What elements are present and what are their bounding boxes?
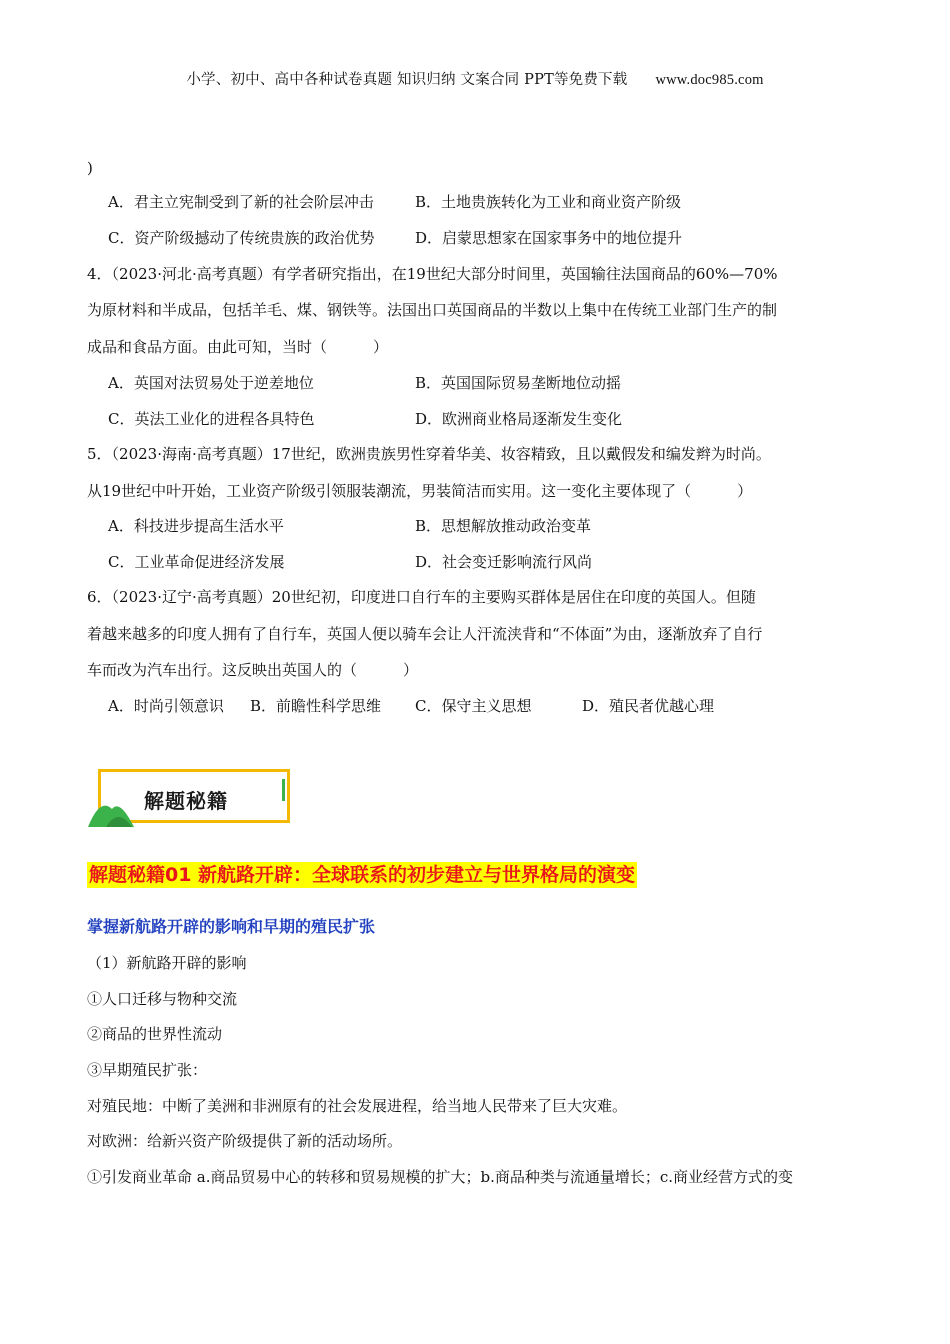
q6-option-d: D．殖民者优越心理 bbox=[582, 697, 715, 715]
q5-option-b: B．思想解放推动政治变革 bbox=[415, 517, 592, 535]
q3-option-c: C．资产阶级撼动了传统贵族的政治优势 bbox=[108, 229, 375, 247]
q3-option-b: B．土地贵族转化为工业和商业资产阶级 bbox=[415, 193, 682, 211]
q5-line1: 5．（2023·海南·高考真题）17世纪，欧洲贵族男性穿着华美、妆容精致，且以戴假发和编发辫为时尚。 bbox=[87, 445, 771, 463]
q6-line3-text: 车而改为汽车出行。这反映出英国人的（ bbox=[87, 661, 358, 679]
section-banner bbox=[86, 765, 292, 827]
section-line-4: ③早期殖民扩张： bbox=[87, 1061, 208, 1079]
q4-option-b: B．英国国际贸易垄断地位动摇 bbox=[415, 374, 622, 392]
q5-option-c: C．工业革命促进经济发展 bbox=[108, 553, 285, 571]
q4-line3-close: ） bbox=[373, 338, 389, 356]
q6-line3 bbox=[87, 660, 418, 680]
mountain-icon bbox=[86, 787, 146, 829]
q4-option-a: A．英国对法贸易处于逆差地位 bbox=[108, 374, 314, 392]
q5-option-a: A．科技进步提高生活水平 bbox=[108, 517, 284, 535]
q6-line1: 6．（2023·辽宁·高考真题）20世纪初，印度进口自行车的主要购买群体是居住在印度的英国人。但随 bbox=[87, 588, 756, 606]
q4-line3-text: 成品和食品方面。由此可知，当时（ bbox=[87, 338, 328, 356]
section-line-7: ①引发商业革命 a.商品贸易中心的转移和贸易规模的扩大；b.商品种类与流通量增长；c.商业经营方式的变 bbox=[87, 1168, 794, 1186]
q6-line2: 着越来越多的印度人拥有了自行车，英国人便以骑车会让人汗流浃背和“不体面”为由，逐渐放弃了自行 bbox=[87, 625, 763, 643]
q5-option-d: D．社会变迁影响流行风尚 bbox=[415, 553, 593, 571]
q6-option-b: B．前瞻性科学思维 bbox=[250, 697, 382, 715]
section-heading-blue: 掌握新航路开辟的影响和早期的殖民扩张 bbox=[87, 917, 376, 936]
q5-line2-text: 从19世纪中叶开始，工业资产阶级引领服装潮流，男装简洁而实用。这一变化主要体现了（ bbox=[87, 482, 692, 500]
q6-option-c: C．保守主义思想 bbox=[415, 697, 532, 715]
banner-title: 解题秘籍 bbox=[144, 789, 228, 813]
q4-line2: 为原材料和半成品，包括羊毛、煤、钢铁等。法国出口英国商品的半数以上集中在传统工业部门生产的制 bbox=[87, 301, 778, 319]
q4-option-c: C．英法工业化的进程各具特色 bbox=[108, 410, 315, 428]
section-line-2: ①人口迁移与物种交流 bbox=[87, 990, 238, 1008]
q6-option-a: A．时尚引领意识 bbox=[108, 697, 224, 715]
q4-line1: 4．（2023·河北·高考真题）有学者研究指出，在19世纪大部分时间里，英国输往法国商品的60%—70% bbox=[87, 265, 778, 283]
section-line-5: 对殖民地：中断了美洲和非洲原有的社会发展进程，给当地人民带来了巨大灾难。 bbox=[87, 1097, 628, 1115]
q5-line2-close: ） bbox=[737, 482, 753, 500]
section-heading-red: 解题秘籍01 新航路开辟：全球联系的初步建立与世界格局的演变 bbox=[89, 864, 636, 886]
header-site: www.doc985.com bbox=[655, 72, 764, 88]
q6-line3-close: ） bbox=[403, 661, 419, 679]
banner-accent bbox=[282, 779, 285, 801]
q4-line3 bbox=[87, 337, 388, 357]
q3-option-d: D．启蒙思想家在国家事务中的地位提升 bbox=[415, 229, 683, 247]
header-text: 小学、初中、高中各种试卷真题 知识归纳 文案合同 PPT等免费下载 bbox=[186, 72, 628, 88]
q5-line2 bbox=[87, 481, 752, 501]
page-header bbox=[0, 68, 950, 89]
section-line-3: ②商品的世界性流动 bbox=[87, 1025, 223, 1043]
q3-option-a: A．君主立宪制受到了新的社会阶层冲击 bbox=[108, 193, 374, 211]
section-line-1: （1）新航路开辟的影响 bbox=[87, 954, 247, 972]
q3-tail: ) bbox=[87, 159, 93, 177]
q4-option-d: D．欧洲商业格局逐渐发生变化 bbox=[415, 410, 623, 428]
section-line-6: 对欧洲：给新兴资产阶级提供了新的活动场所。 bbox=[87, 1132, 403, 1150]
